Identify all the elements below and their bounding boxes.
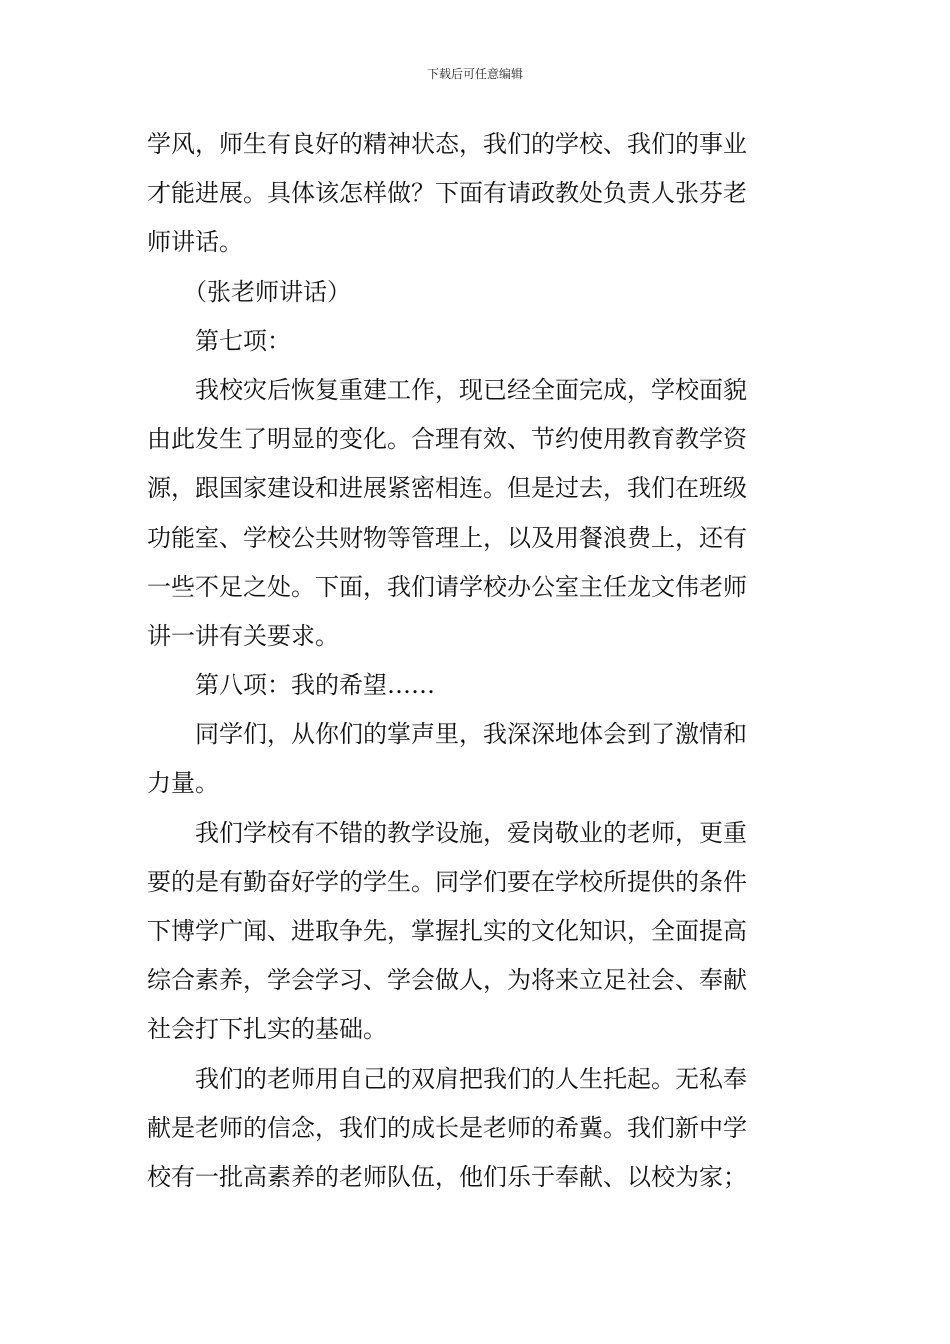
text-line: 社会打下扎实的基础。 (147, 1015, 387, 1044)
section-heading-item-7: 第七项： (195, 326, 291, 355)
text-line: 校有一批高素养的老师队伍，他们乐于奉献、以校为家； (147, 1162, 747, 1191)
text-line: 由此发生了明显的变化。合理有效、节约使用教育教学资 (147, 425, 747, 454)
stage-direction: （张老师讲话） (183, 277, 351, 306)
text-line: 一些不足之处。下面，我们请学校办公室主任龙文伟老师 (147, 572, 747, 601)
text-line: 源，跟国家建设和进展紧密相连。但是过去，我们在班级 (147, 474, 747, 503)
text-line: 综合素养，学会学习、学会做人，为将来立足社会、奉献 (147, 966, 747, 995)
text-line: 师讲话。 (147, 228, 243, 257)
text-line: 才能进展。具体该怎样做？下面有请政教处负责人张芬老 (147, 179, 747, 208)
text-line: 功能室、学校公共财物等管理上，以及用餐浪费上，还有 (147, 523, 747, 552)
text-line: 学风，师生有良好的精神状态，我们的学校、我们的事业 (147, 130, 747, 158)
text-line: 同学们，从你们的掌声里，我深深地体会到了激情和 (195, 720, 747, 749)
text-line: 下博学广闻、进取争先，掌握扎实的文化知识，全面提高 (147, 917, 747, 945)
text-line: 要的是有勤奋好学的学生。同学们要在学校所提供的条件 (147, 867, 747, 896)
page-header-note: 下载后可任意编辑 (426, 67, 523, 81)
text-line: 我们的老师用自己的双肩把我们的人生托起。无私奉 (195, 1064, 747, 1093)
text-line: 力量。 (147, 769, 219, 798)
text-line: 我们学校有不错的教学设施，爱岗敬业的老师，更重 (195, 818, 747, 847)
section-heading-item-8: 第八项：我的希望…… (195, 671, 435, 700)
text-line: 讲一讲有关要求。 (147, 621, 339, 650)
text-line: 献是老师的信念，我们的成长是老师的希冀。我们新中学 (147, 1113, 747, 1142)
text-line: 我校灾后恢复重建工作，现已经全面完成，学校面貌 (195, 375, 747, 404)
document-body (147, 128, 807, 1210)
